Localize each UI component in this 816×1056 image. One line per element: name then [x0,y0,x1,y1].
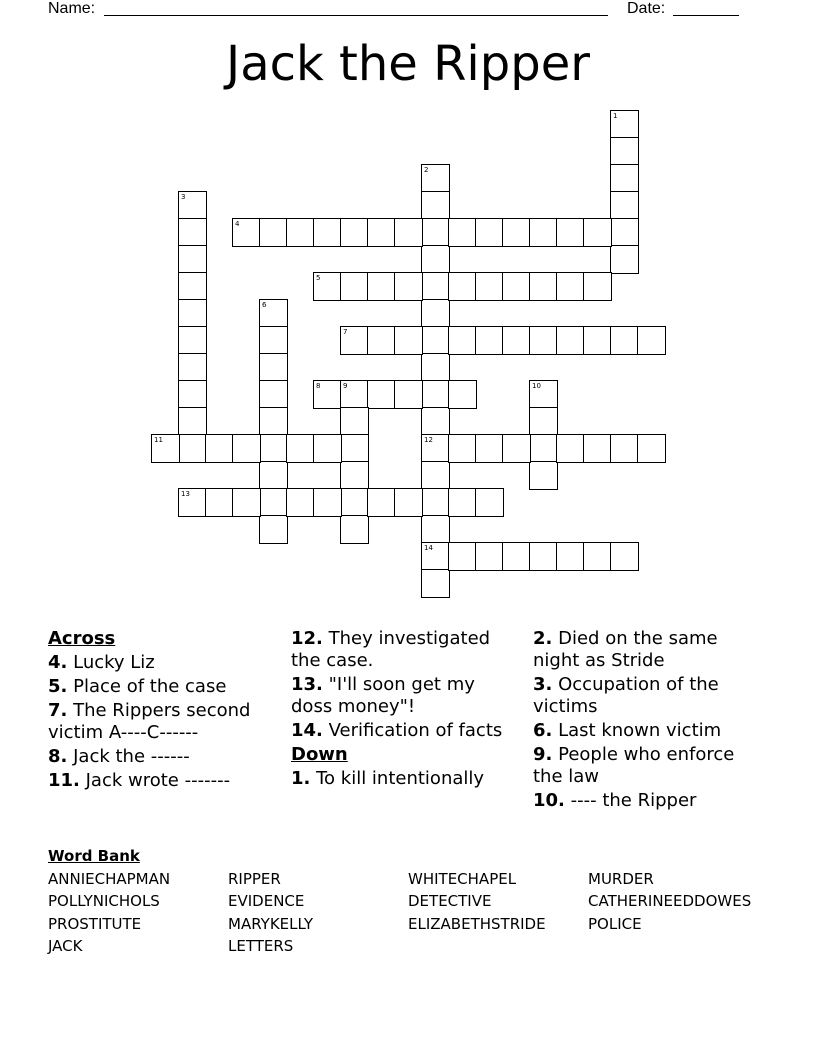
grid-cell[interactable] [502,272,531,301]
grid-cell[interactable] [475,218,504,247]
grid-cell[interactable] [286,488,315,517]
grid-cell[interactable] [394,380,423,409]
grid-cell[interactable] [529,326,558,355]
grid-cell[interactable] [394,218,423,247]
cell-number: 5 [316,274,321,282]
grid-cell[interactable] [583,218,612,247]
grid-cell[interactable] [286,434,315,463]
clue-across-12 [291,628,521,672]
clue-text: Lucky Liz [73,652,155,673]
grid-cell[interactable] [421,353,450,382]
grid-cell[interactable] [421,164,450,193]
grid-cell[interactable] [313,434,342,463]
clue-text: ---- the Ripper [570,790,697,811]
clue-text: Occupation of the victims [533,674,719,717]
grid-cell[interactable] [502,326,531,355]
clue-number: 13. [291,674,323,695]
grid-cell[interactable] [421,542,450,571]
grid-cell[interactable] [313,272,342,301]
grid-cell[interactable] [610,434,639,463]
clue-text: They investigated the case. [291,628,491,671]
grid-cell[interactable] [232,218,261,247]
cell-number: 9 [343,382,348,390]
grid-cell[interactable] [448,542,477,571]
grid-cell[interactable] [529,407,558,436]
grid-cell[interactable] [502,434,531,463]
clue-number: 9. [533,744,553,765]
clue-down-10 [533,790,763,812]
clue-text: Place of the case [73,676,227,697]
clue-number: 12. [291,628,323,649]
grid-cell[interactable] [637,326,666,355]
grid-cell[interactable] [367,488,396,517]
grid-cell[interactable] [610,218,639,247]
cell-number: 3 [181,193,186,201]
grid-cell[interactable] [556,218,585,247]
grid-cell[interactable] [421,515,450,544]
clue-across-14 [291,720,521,742]
grid-cell[interactable] [394,272,423,301]
grid-cell[interactable] [448,218,477,247]
grid-cell[interactable] [340,434,369,463]
grid-cell[interactable] [259,488,288,517]
grid-cell[interactable] [475,272,504,301]
grid-cell[interactable] [232,488,261,517]
word-bank-word: POLICE [588,914,642,933]
cell-number: 1 [613,112,618,120]
cell-number: 2 [424,166,429,174]
word-bank-word: DETECTIVE [408,892,492,910]
grid-cell[interactable] [259,326,288,355]
word-bank-word: PROSTITUTE [48,914,142,933]
grid-cell[interactable] [340,515,369,544]
date-label: Date: [627,0,666,17]
grid-cell[interactable] [475,488,504,517]
grid-cell[interactable] [583,434,612,463]
grid-cell[interactable] [421,569,450,598]
clue-across-7 [48,700,278,744]
clue-text: To kill intentionally [316,768,485,789]
grid-cell[interactable] [583,272,612,301]
cell-number: 7 [343,328,348,336]
grid-cell[interactable] [178,488,207,517]
grid-cell[interactable] [178,326,207,355]
grid-cell[interactable] [259,515,288,544]
word-bank-word: ELIZABETHSTRIDE [408,914,546,933]
word-bank-word: EVIDENCE [228,892,305,910]
clue-down-6 [533,720,763,742]
clue-down-3 [533,674,763,718]
page-title: Jack the Ripper [226,36,590,92]
grid-cell[interactable] [340,272,369,301]
grid-cell[interactable] [340,218,369,247]
cell-number: 8 [316,382,321,390]
clue-number: 6. [533,720,553,741]
clue-text: Died on the same night as Stride [533,628,718,671]
grid-cell[interactable] [178,191,207,220]
grid-cell[interactable] [394,488,423,517]
clue-number: 11. [48,770,80,791]
grid-cell[interactable] [340,380,369,409]
grid-cell[interactable] [556,272,585,301]
word-bank-word: JACK [48,937,83,955]
grid-cell[interactable] [448,272,477,301]
grid-cell[interactable] [556,542,585,571]
grid-cell[interactable] [610,542,639,571]
grid-cell[interactable] [610,137,639,166]
word-bank-word: RIPPER [228,869,281,888]
grid-cell[interactable] [421,218,450,247]
grid-cell[interactable] [259,407,288,436]
grid-cell[interactable] [502,542,531,571]
grid-cell[interactable] [205,434,234,463]
clue-across-13 [291,674,521,718]
grid-cell[interactable] [367,326,396,355]
grid-cell[interactable] [259,353,288,382]
grid-cell[interactable] [448,488,477,517]
across-heading: Across [48,628,116,649]
clue-across-8 [48,746,278,768]
grid-cell[interactable] [529,461,558,490]
grid-cell[interactable] [583,542,612,571]
grid-cell[interactable] [610,191,639,220]
clue-text: The Rippers second victim A----C------ [48,700,251,743]
cell-number: 12 [424,436,433,444]
word-bank-title: Word Bank [48,847,140,865]
grid-cell[interactable] [448,326,477,355]
word-bank-word: ANNIECHAPMAN [48,869,171,888]
grid-cell[interactable] [421,407,450,436]
grid-cell[interactable] [421,434,450,463]
grid-cell[interactable] [475,434,504,463]
word-bank-word: MURDER [588,869,654,888]
clue-across-11 [48,770,278,792]
grid-cell[interactable] [421,272,450,301]
clue-across-5 [48,676,278,698]
grid-cell[interactable] [610,245,639,274]
grid-cell[interactable] [421,245,450,274]
grid-cell[interactable] [205,488,234,517]
grid-cell[interactable] [313,218,342,247]
clue-number: 4. [48,652,68,673]
cell-number: 4 [235,220,240,228]
grid-cell[interactable] [448,434,477,463]
clue-number: 14. [291,720,323,741]
grid-cell[interactable] [556,434,585,463]
word-bank-word: CATHERINEEDDOWES [588,892,752,910]
grid-cell[interactable] [421,461,450,490]
clues-column-3 [533,628,763,814]
clue-number: 10. [533,790,565,811]
grid-cell[interactable] [610,164,639,193]
grid-cell[interactable] [367,272,396,301]
grid-cell[interactable] [259,434,288,463]
cell-number: 14 [424,544,433,552]
grid-cell[interactable] [421,326,450,355]
grid-cell[interactable] [178,272,207,301]
grid-cell[interactable] [448,380,477,409]
clue-across-4 [48,652,278,674]
clue-down-9 [533,744,763,788]
grid-cell[interactable] [178,245,207,274]
grid-cell[interactable] [556,326,585,355]
grid-cell[interactable] [502,218,531,247]
grid-cell[interactable] [178,434,207,463]
grid-cell[interactable] [529,380,558,409]
grid-cell[interactable] [421,191,450,220]
grid-cell[interactable] [367,218,396,247]
clue-number: 7. [48,700,68,721]
grid-cell[interactable] [151,434,180,463]
grid-cell[interactable] [178,407,207,436]
grid-cell[interactable] [367,380,396,409]
grid-cell[interactable] [475,326,504,355]
grid-cell[interactable] [421,380,450,409]
grid-cell[interactable] [313,380,342,409]
down-heading: Down [291,744,348,765]
grid-cell[interactable] [421,299,450,328]
cell-number: 6 [262,301,267,309]
grid-cell[interactable] [340,407,369,436]
grid-cell[interactable] [340,461,369,490]
grid-cell[interactable] [637,434,666,463]
clue-text: Jack wrote ------- [85,770,231,791]
grid-cell[interactable] [286,218,315,247]
clue-down-2 [533,628,763,672]
grid-cell[interactable] [259,380,288,409]
clue-text: Jack the ------ [73,746,190,767]
grid-cell[interactable] [178,353,207,382]
word-bank-word: MARYKELLY [228,914,314,933]
grid-cell[interactable] [178,299,207,328]
grid-cell[interactable] [259,461,288,490]
grid-cell[interactable] [529,542,558,571]
clue-text: Verification of facts [328,720,503,741]
clue-text: Last known victim [558,720,722,741]
grid-cell[interactable] [529,218,558,247]
clue-number: 3. [533,674,553,695]
grid-cell[interactable] [529,434,558,463]
cell-number: 13 [181,490,190,498]
grid-cell[interactable] [178,380,207,409]
clue-text: "I'll soon get my doss money"! [291,674,475,717]
word-bank-list [48,868,768,958]
clues-column-1 [48,628,278,794]
clue-down-1 [291,768,521,790]
grid-cell[interactable] [340,488,369,517]
word-bank-word: LETTERS [228,937,294,955]
clue-text: People who enforce the law [533,744,735,787]
word-bank [48,845,768,958]
name-label: Name: [48,0,96,17]
clue-number: 2. [533,628,553,649]
grid-cell[interactable] [610,326,639,355]
grid-cell[interactable] [529,272,558,301]
grid-cell[interactable] [259,299,288,328]
cell-number: 10 [532,382,541,390]
clues-column-2 [291,628,521,792]
word-bank-word: POLLYNICHOLS [48,892,160,910]
grid-cell[interactable] [421,488,450,517]
grid-cell[interactable] [340,326,369,355]
grid-cell[interactable] [583,326,612,355]
grid-cell[interactable] [610,110,639,139]
clue-number: 5. [48,676,68,697]
word-bank-word: WHITECHAPEL [408,869,517,888]
grid-cell[interactable] [178,218,207,247]
grid-cell[interactable] [394,326,423,355]
cell-number: 11 [154,436,163,444]
grid-cell[interactable] [475,542,504,571]
clue-number: 8. [48,746,68,767]
clue-number: 1. [291,768,311,789]
grid-cell[interactable] [259,218,288,247]
grid-cell[interactable] [232,434,261,463]
grid-cell[interactable] [313,488,342,517]
